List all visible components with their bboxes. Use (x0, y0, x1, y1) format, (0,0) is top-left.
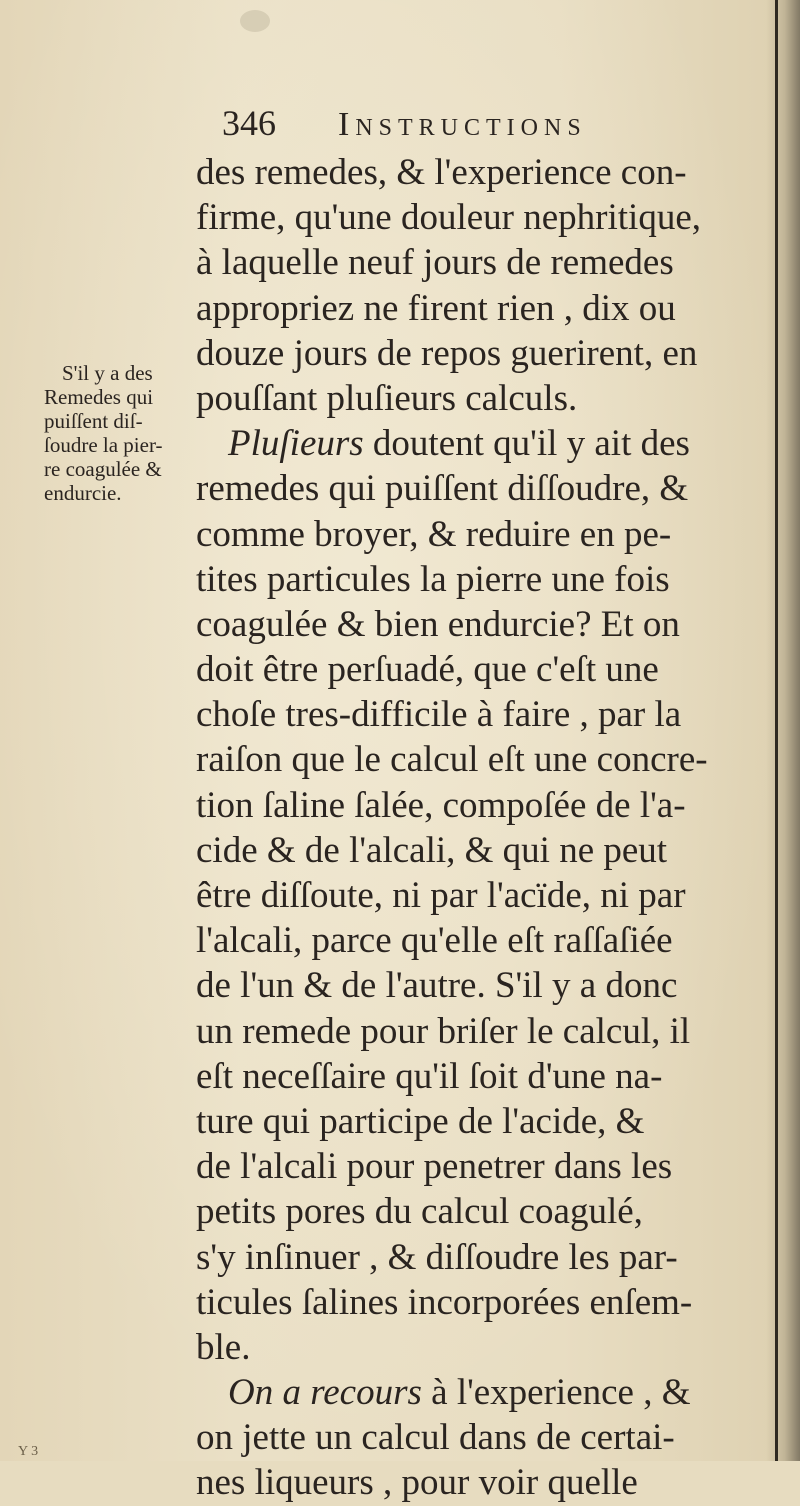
signature-mark: Y 3 (18, 1444, 39, 1459)
text-line: eſt neceſſaire qu'il ſoit d'une na- (196, 1055, 663, 1097)
ink-smudge (240, 10, 270, 32)
text-line: être diſſoute, ni par l'acïde, ni par (196, 875, 686, 916)
text-line-rest: doutent qu'il y ait des (372, 423, 690, 465)
body-text (196, 150, 762, 1504)
text-line: de l'un & de l'autre. S'il y a donc (196, 965, 678, 1007)
margin-note-line: puiſſent diſ- (44, 409, 143, 433)
running-title: Instructions (338, 106, 587, 143)
binding-edge (775, 0, 778, 1461)
text-line: s'y inſinuer , & diſſoudre les par- (196, 1236, 678, 1278)
margin-note-line: Remedes qui (44, 385, 154, 409)
text-line: un remede pour briſer le calcul, il (196, 1010, 691, 1052)
text-line: firme, qu'une douleur nephritique, (196, 197, 701, 239)
text-line: ture qui participe de l'acide, & (196, 1100, 645, 1142)
text-line: raiſon que le calcul eſt une concre- (196, 739, 708, 781)
text-line: remedes qui puiſſent diſſoudre, & (196, 468, 689, 510)
text-line: cide & de l'alcali, & qui ne peut (196, 829, 668, 871)
text-line: on jette un calcul dans de certai- (196, 1417, 675, 1459)
binding-shadow (766, 0, 800, 1461)
text-line: ticules ſalines incorporées enſem- (196, 1281, 693, 1323)
text-line: choſe tres-difficile à faire , par la (196, 694, 682, 736)
text-line: ble. (196, 1326, 251, 1368)
text-line: coagulée & bien endurcie? Et on (196, 603, 680, 645)
margin-note-line: S'il y a des (62, 361, 153, 385)
text-line: nes liqueurs , pour voir quelle (196, 1462, 638, 1504)
paragraph-start-line (196, 1370, 762, 1415)
text-line-rest: à l'experience , & (431, 1372, 691, 1414)
page-number: 346 (222, 103, 276, 143)
italic-lead: Pluſieurs (228, 423, 364, 465)
margin-note-line: re coagulée & (44, 457, 162, 481)
text-line: à laquelle neuf jours de remedes (196, 242, 674, 284)
text-line: l'alcali, parce qu'elle eſt raſſaſiée (196, 920, 673, 962)
text-line: comme broyer, & reduire en pe- (196, 513, 672, 555)
text-line: doit être perſuadé, que c'eſt une (196, 649, 659, 691)
text-line: des remedes, & l'experience con- (196, 152, 687, 193)
margin-note-line: endurcie. (44, 481, 122, 505)
paragraph-start-line (196, 421, 762, 466)
text-line: appropriez ne firent rien , dix ou (196, 287, 676, 329)
italic-lead: On a recours (228, 1372, 422, 1414)
text-line: tites particules la pierre une fois (196, 558, 670, 600)
margin-note (44, 361, 209, 505)
text-line: douze jours de repos guerirent, en (196, 332, 698, 374)
running-head (222, 98, 682, 148)
margin-note-line: ſoudre la pier- (44, 433, 163, 457)
text-line: pouſſant pluſieurs calculs. (196, 377, 578, 419)
text-line: tion ſaline ſalée, compoſée de l'a- (196, 784, 686, 826)
text-line: de l'alcali pour penetrer dans les (196, 1146, 673, 1188)
text-line: petits pores du calcul coagulé, (196, 1191, 643, 1233)
